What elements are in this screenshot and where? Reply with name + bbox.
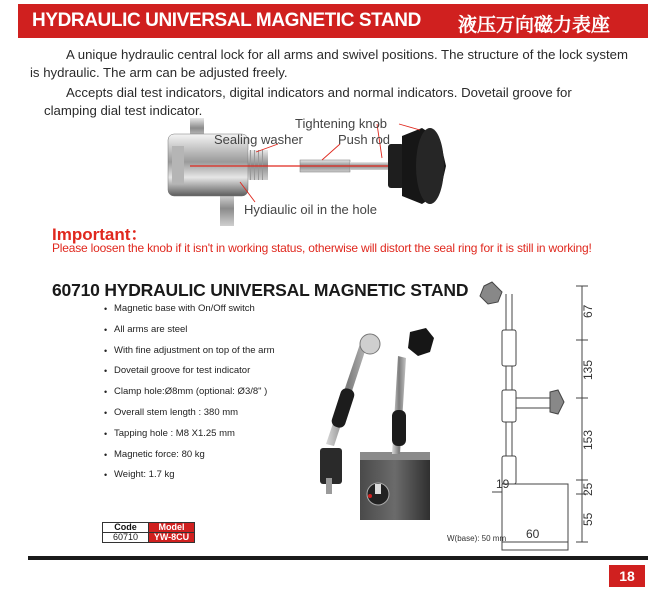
feature-item: • Magnetic force: 80 kg: [104, 448, 275, 469]
header-title-cn: 液压万向磁力表座: [458, 14, 611, 36]
label-hydraulic-oil: Hydiaulic oil in the hole: [244, 202, 377, 217]
dim-label-19: 19: [496, 477, 510, 491]
dim-label-67: 67: [581, 304, 595, 318]
feature-item: • All arms are steel: [104, 323, 275, 344]
label-sealing-washer: Sealing washer: [214, 132, 303, 147]
feature-item: • Clamp hole:Ø8mm (optional: Ø3/8" ): [104, 385, 275, 406]
dimension-drawing: [440, 280, 620, 552]
dim-label-135: 135: [581, 359, 595, 380]
dim-label-25: 25: [581, 482, 595, 496]
table-row: [103, 533, 195, 543]
dim-label-60: 60: [526, 527, 540, 541]
feature-item: • With fine adjustment on top of the arm: [104, 344, 275, 365]
footer-rule: [28, 556, 648, 560]
dim-label-55: 55: [581, 512, 595, 526]
intro-paragraph-1: A unique hydraulic central lock for all arms and swivel positions. The structure of the lock system is hydraulic. The arm can be adjusted freely.: [30, 47, 628, 80]
header-banner: [18, 4, 648, 38]
dim-label-153: 153: [581, 429, 595, 450]
base-width-note: W(base): 50 mm: [447, 534, 507, 543]
spec-header-code: Code: [103, 523, 149, 533]
spec-table-header-row: [103, 523, 195, 533]
product-photo: [300, 318, 440, 528]
feature-item: • Magnetic base with On/Off switch: [104, 302, 275, 323]
magnetic-stand-illustration: [300, 318, 440, 528]
important-warning: Please loosen the knob if it isn't in working status, otherwise will distort the seal ring for it is still in working!: [52, 241, 592, 255]
feature-list: [104, 302, 275, 489]
lock-mechanism-diagram: [150, 116, 470, 226]
spec-table: [102, 522, 195, 543]
intro-paragraph-2: Accepts dial test indicators, digital indicators and normal indicators. Dovetail groove for clamping dial test indicator.: [44, 85, 572, 118]
label-push-rod: Push rod: [338, 132, 391, 147]
spec-header-model: Model: [149, 523, 195, 533]
spec-cell-code: 60710: [103, 533, 149, 543]
feature-item: • Tapping hole : M8 X1.25 mm: [104, 427, 275, 448]
product-title: 60710 HYDRAULIC UNIVERSAL MAGNETIC STAND: [52, 280, 469, 300]
feature-item: • Weight: 1.7 kg: [104, 468, 275, 489]
dimension-schematic: [440, 280, 620, 552]
feature-item: • Dovetail groove for test indicator: [104, 364, 275, 385]
label-tightening-knob: Tightening knob: [295, 116, 388, 131]
spec-cell-model: YW-8CU: [149, 533, 195, 543]
feature-item: • Overall stem length : 380 mm: [104, 406, 275, 427]
important-heading: Important：: [52, 225, 148, 244]
page-number: 18: [609, 565, 645, 587]
header-title-en: HYDRAULIC UNIVERSAL MAGNETIC STAND: [32, 10, 421, 31]
